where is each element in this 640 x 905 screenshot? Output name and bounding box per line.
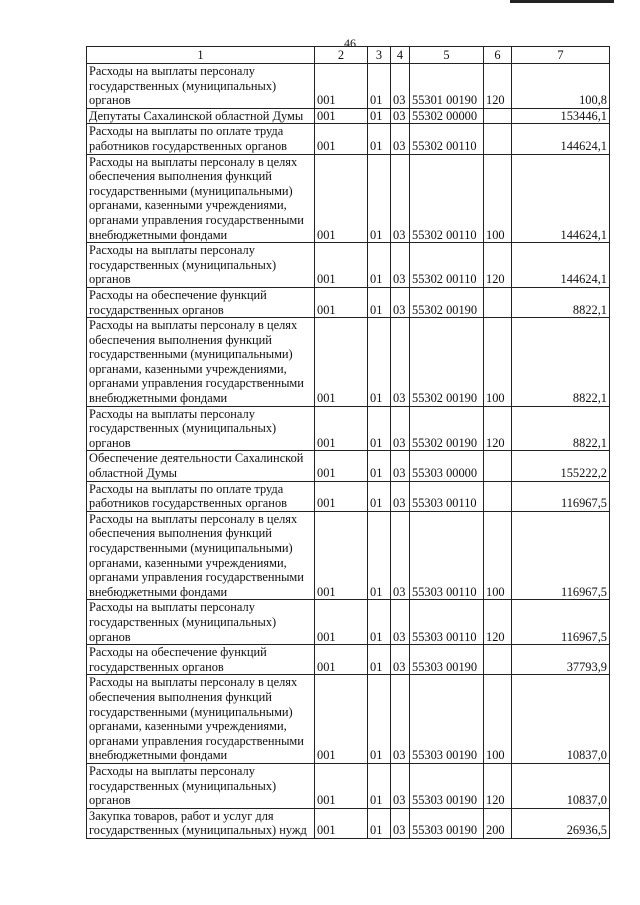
cell-subsection: 03 (391, 287, 410, 317)
row-name: Закупка товаров, работ и услуг для государственных (муниципальных) нужд (87, 808, 315, 838)
cell-subsection: 03 (391, 64, 410, 109)
cell-target: 55303 00110 (410, 481, 484, 511)
page-number: 46 (344, 36, 356, 50)
row-name: Обеспечение деятельности Сахалинской областной Думы (87, 451, 315, 481)
cell-type: 120 (484, 600, 512, 645)
column-header: 5 (410, 47, 484, 64)
cell-subsection: 03 (391, 154, 410, 243)
table-row (87, 406, 610, 451)
cell-target: 55303 00110 (410, 600, 484, 645)
cell-amount: 116967,5 (512, 511, 610, 600)
cell-type: 120 (484, 763, 512, 808)
column-header: 1 (87, 47, 315, 64)
row-name: Депутаты Сахалинской областной Думы (87, 108, 315, 124)
cell-subsection: 03 (391, 243, 410, 288)
cell-subsection: 03 (391, 318, 410, 407)
cell-target: 55303 00190 (410, 645, 484, 675)
cell-target: 55303 00000 (410, 451, 484, 481)
cell-section: 01 (368, 243, 391, 288)
cell-section: 01 (368, 763, 391, 808)
cell-section: 01 (368, 318, 391, 407)
cell-amount: 8822,1 (512, 318, 610, 407)
cell-subsection: 03 (391, 406, 410, 451)
table-row (87, 243, 610, 288)
cell-target: 55302 00110 (410, 243, 484, 288)
row-name: Расходы на выплаты персоналу государственных (муниципальных) органов (87, 600, 315, 645)
cell-type: 100 (484, 511, 512, 600)
column-header: 3 (368, 47, 391, 64)
cell-section: 01 (368, 287, 391, 317)
table-row (87, 763, 610, 808)
cell-subsection: 03 (391, 600, 410, 645)
cell-target: 55301 00190 (410, 64, 484, 109)
cell-type: 100 (484, 675, 512, 764)
row-name: Расходы на выплаты по оплате труда работников государственных органов (87, 481, 315, 511)
cell-code: 001 (315, 451, 368, 481)
row-name: Расходы на выплаты персоналу государственных (муниципальных) органов (87, 64, 315, 109)
cell-type: 200 (484, 808, 512, 838)
cell-code: 001 (315, 675, 368, 764)
cell-code: 001 (315, 318, 368, 407)
cell-amount: 10837,0 (512, 763, 610, 808)
table-row (87, 451, 610, 481)
cell-target: 55302 00190 (410, 318, 484, 407)
cell-code: 001 (315, 763, 368, 808)
table-row (87, 481, 610, 511)
cell-section: 01 (368, 511, 391, 600)
cell-section: 01 (368, 645, 391, 675)
cell-target: 55303 00190 (410, 808, 484, 838)
table-row (87, 675, 610, 764)
table-row (87, 511, 610, 600)
cell-section: 01 (368, 406, 391, 451)
cell-code: 001 (315, 287, 368, 317)
cell-target: 55302 00190 (410, 287, 484, 317)
cell-section: 01 (368, 154, 391, 243)
cell-section: 01 (368, 481, 391, 511)
cell-code: 001 (315, 154, 368, 243)
cell-section: 01 (368, 64, 391, 109)
cell-target: 55302 00110 (410, 124, 484, 154)
cell-amount: 26936,5 (512, 808, 610, 838)
cell-code: 001 (315, 243, 368, 288)
budget-table (86, 46, 610, 839)
cell-amount: 10837,0 (512, 675, 610, 764)
cell-amount: 37793,9 (512, 645, 610, 675)
cell-type (484, 287, 512, 317)
header-row (87, 47, 610, 64)
cell-type: 100 (484, 154, 512, 243)
cell-subsection: 03 (391, 451, 410, 481)
row-name: Расходы на выплаты персоналу в целях обеспечения выполнения функций государственными (муниципальными) органами, казенными учреждениями, органами управления государственными внебюджетными фондами (87, 511, 315, 600)
cell-target: 55302 00000 (410, 108, 484, 124)
cell-section: 01 (368, 124, 391, 154)
table-row (87, 600, 610, 645)
cell-target: 55303 00190 (410, 675, 484, 764)
cell-amount: 116967,5 (512, 481, 610, 511)
column-header: 7 (512, 47, 610, 64)
cell-type (484, 481, 512, 511)
table-row (87, 64, 610, 109)
cell-type: 120 (484, 406, 512, 451)
cell-amount: 8822,1 (512, 406, 610, 451)
cell-type: 120 (484, 64, 512, 109)
cell-code: 001 (315, 124, 368, 154)
cell-subsection: 03 (391, 124, 410, 154)
cell-subsection: 03 (391, 108, 410, 124)
cell-section: 01 (368, 675, 391, 764)
cell-section: 01 (368, 600, 391, 645)
row-name: Расходы на выплаты персоналу государственных (муниципальных) органов (87, 406, 315, 451)
cell-section: 01 (368, 808, 391, 838)
column-header: 4 (391, 47, 410, 64)
cell-target: 55303 00190 (410, 763, 484, 808)
cell-target: 55302 00190 (410, 406, 484, 451)
cell-code: 001 (315, 511, 368, 600)
cell-type: 100 (484, 318, 512, 407)
row-name: Расходы на выплаты персоналу в целях обеспечения выполнения функций государственными (муниципальными) органами, казенными учреждениями, органами управления государственными внебюджетными фондами (87, 318, 315, 407)
cell-type: 120 (484, 243, 512, 288)
table-row (87, 287, 610, 317)
row-name: Расходы на выплаты персоналу в целях обеспечения выполнения функций государственными (муниципальными) органами, казенными учреждениями, органами управления государственными внебюджетными фондами (87, 675, 315, 764)
cell-type (484, 645, 512, 675)
cell-target: 55302 00110 (410, 154, 484, 243)
cell-amount: 144624,1 (512, 154, 610, 243)
cell-code: 001 (315, 808, 368, 838)
cell-section: 01 (368, 108, 391, 124)
row-name: Расходы на обеспечение функций государственных органов (87, 645, 315, 675)
table-row (87, 645, 610, 675)
cell-code: 001 (315, 645, 368, 675)
cell-subsection: 03 (391, 511, 410, 600)
row-name: Расходы на обеспечение функций государственных органов (87, 287, 315, 317)
cell-subsection: 03 (391, 763, 410, 808)
column-header: 2 (315, 47, 368, 64)
cell-section: 01 (368, 451, 391, 481)
table-row (87, 808, 610, 838)
cell-subsection: 03 (391, 675, 410, 764)
cell-amount: 153446,1 (512, 108, 610, 124)
column-header: 6 (484, 47, 512, 64)
table-row (87, 154, 610, 243)
row-name: Расходы на выплаты персоналу в целях обеспечения выполнения функций государственными (муниципальными) органами, казенными учреждениями, органами управления государственными внебюджетными фондами (87, 154, 315, 243)
cell-amount: 144624,1 (512, 243, 610, 288)
cell-code: 001 (315, 600, 368, 645)
cell-subsection: 03 (391, 808, 410, 838)
cell-amount: 155222,2 (512, 451, 610, 481)
cell-type (484, 124, 512, 154)
table-row (87, 124, 610, 154)
cell-type (484, 451, 512, 481)
cell-code: 001 (315, 406, 368, 451)
cell-code: 001 (315, 108, 368, 124)
cell-code: 001 (315, 64, 368, 109)
cell-amount: 8822,1 (512, 287, 610, 317)
cell-code: 001 (315, 481, 368, 511)
cell-subsection: 03 (391, 645, 410, 675)
cell-subsection: 03 (391, 481, 410, 511)
table-row (87, 318, 610, 407)
cell-target: 55303 00110 (410, 511, 484, 600)
top-rule (510, 0, 614, 3)
cell-type (484, 108, 512, 124)
table-row (87, 108, 610, 124)
row-name: Расходы на выплаты персоналу государственных (муниципальных) органов (87, 763, 315, 808)
row-name: Расходы на выплаты по оплате труда работников государственных органов (87, 124, 315, 154)
cell-amount: 116967,5 (512, 600, 610, 645)
row-name: Расходы на выплаты персоналу государственных (муниципальных) органов (87, 243, 315, 288)
cell-amount: 144624,1 (512, 124, 610, 154)
cell-amount: 100,8 (512, 64, 610, 109)
